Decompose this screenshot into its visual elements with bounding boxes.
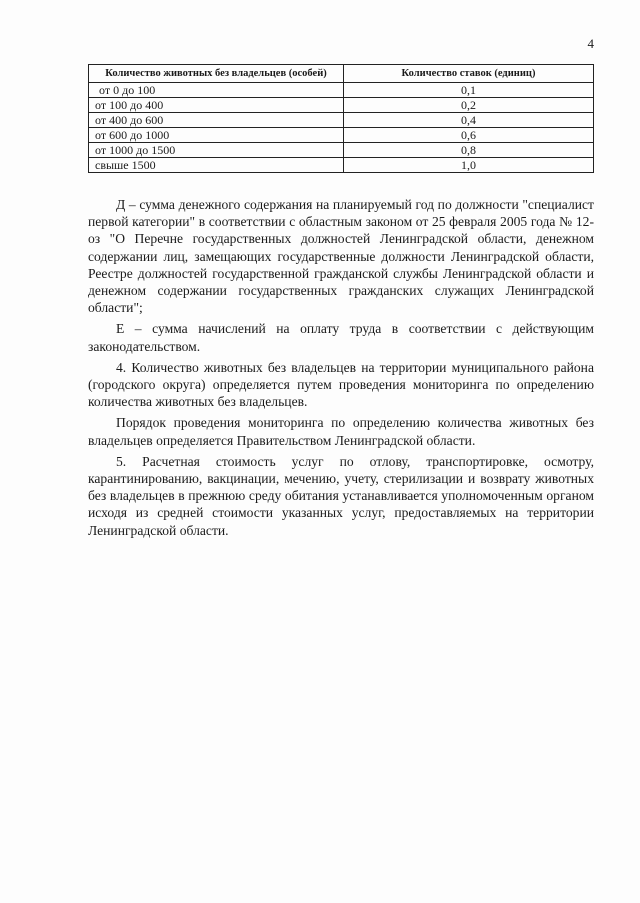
table-row (89, 83, 594, 98)
table-row (89, 158, 594, 173)
table-cell-range: от 0 до 100 (89, 83, 344, 98)
table-cell-rate: 0,1 (344, 83, 594, 98)
table-cell-rate: 0,2 (344, 98, 594, 113)
paragraph-e-definition: Е – сумма начислений на оплату труда в соответствии с действующим законодательством. (88, 321, 594, 354)
table-cell-range: свыше 1500 (89, 158, 344, 173)
table-row (89, 98, 594, 113)
paragraph-item-5: 5. Расчетная стоимость услуг по отлову, транспортировке, осмотру, карантинированию, вакцинации, мечению, учету, стерилизации и возврату животных без владельцев в прежнюю среду обитания устанавливается уполномоченным органом исходя из средней стоимости указанных услуг, предоставляемых на территории Ленинградской области. (88, 453, 594, 538)
column-header-rates: Количество ставок (единиц) (344, 65, 594, 83)
table-row (89, 128, 594, 143)
table-row (89, 113, 594, 128)
table-cell-range: от 600 до 1000 (89, 128, 344, 143)
table-cell-rate: 1,0 (344, 158, 594, 173)
table-cell-rate: 0,8 (344, 143, 594, 158)
column-header-animals: Количество животных без владельцев (особей) (89, 65, 344, 83)
table-cell-range: от 400 до 600 (89, 113, 344, 128)
body-text (88, 196, 594, 543)
paragraph-d-definition: Д – сумма денежного содержания на планируемый год по должности "специалист первой категории" в соответствии с областным законом от 25 февраля 2005 года № 12-оз "О Перечне государственных должностей Ленинградской области, денежном содержании лиц, замещающих государственные должности Ленинградской области, Реестре должностей государственной гражданской службы Ленинградской области и денежном содержании государственных гражданских служащих Ленинградской области"; (88, 197, 594, 316)
table-cell-range: от 1000 до 1500 (89, 143, 344, 158)
paragraph-item-4: 4. Количество животных без владельцев на территории муниципального района (городского округа) определяется путем проведения мониторинга по определению количества животных без владельцев. (88, 359, 594, 410)
table-cell-rate: 0,4 (344, 113, 594, 128)
page-number: 4 (587, 36, 594, 51)
table-header-row (89, 65, 594, 83)
paragraph-monitoring-procedure: Порядок проведения мониторинга по определению количества животных без владельцев определяется Правительством Ленинградской области. (88, 415, 594, 448)
table-cell-range: от 100 до 400 (89, 98, 344, 113)
table-row (89, 143, 594, 158)
table-cell-rate: 0,6 (344, 128, 594, 143)
rates-table (88, 64, 594, 173)
